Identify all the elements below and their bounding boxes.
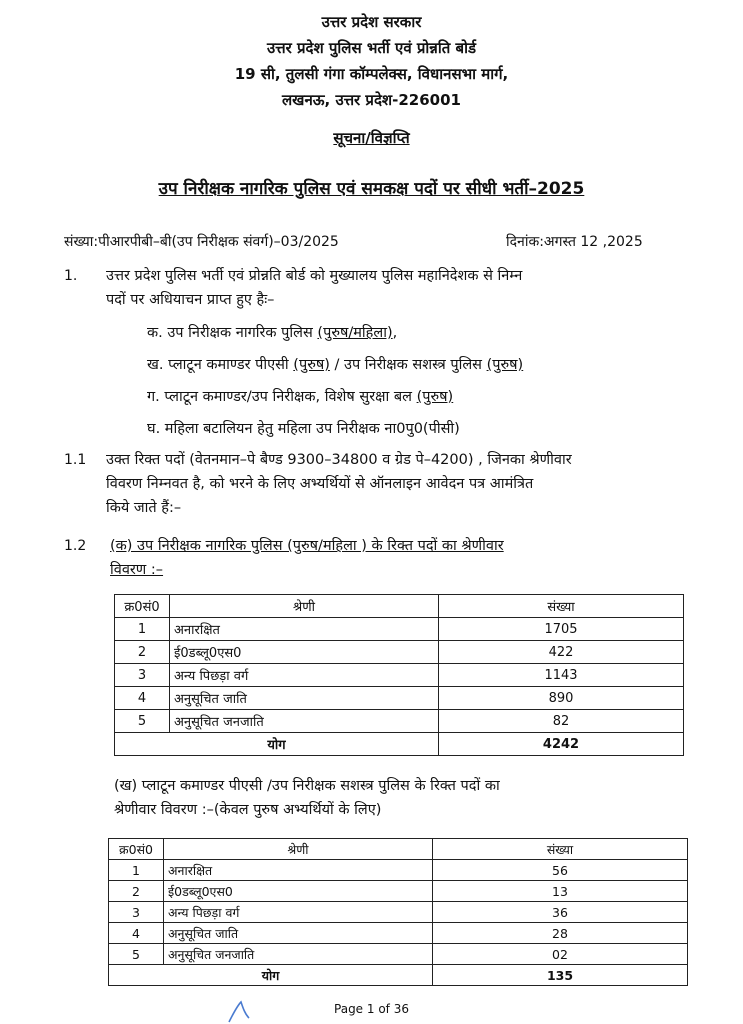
- section-1-1-number: 1.1: [64, 452, 87, 468]
- col-header-count: संख्या: [433, 839, 688, 860]
- table-total-row: [109, 965, 688, 986]
- header-line-1: उत्तर प्रदेश सरकार: [321, 13, 422, 31]
- requisition-item-gha: [147, 418, 460, 438]
- header-line-4: लखनऊ, उत्तर प्रदेश-226001: [282, 91, 461, 109]
- section-1-1-line-2: विवरण निम्नवत है, को भरने के लिए अभ्यर्थियों से ऑनलाइन आवेदन पत्र आमंत्रित: [106, 476, 534, 492]
- cell-category: अनुसूचित जनजाति: [164, 944, 433, 965]
- col-header-count: संख्या: [439, 595, 684, 618]
- col-header-category: श्रेणी: [164, 839, 433, 860]
- requisition-item-kha: [147, 354, 523, 374]
- table-row: [115, 687, 684, 710]
- item-prefix: ग.: [147, 389, 160, 405]
- cell-serial: 4: [115, 687, 170, 710]
- table-a: [114, 594, 684, 756]
- item-prefix: ख.: [147, 357, 164, 373]
- page-number: Page 1 of 36: [334, 1002, 409, 1016]
- item-mid-text: / उप निरीक्षक सशस्त्र पुलिस: [334, 357, 482, 373]
- item-text: प्लाटून कमाण्डर/उप निरीक्षक, विशेष सुरक्षा बल: [164, 389, 412, 405]
- cell-count: 422: [439, 641, 684, 664]
- section-1-text: [106, 264, 686, 312]
- section-1-1-line-3: किये जाते हैं:–: [106, 500, 182, 516]
- cell-serial: 2: [115, 641, 170, 664]
- table-a-heading-line-1: (क) उप निरीक्षक नागरिक पुलिस (पुरुष/महिला ) के रिक्त पदों का श्रेणीवार: [110, 538, 504, 554]
- requisition-item-ga: [147, 386, 453, 406]
- cell-category: ई0डब्लू0एस0: [170, 641, 439, 664]
- item-text: प्लाटून कमाण्डर पीएसी: [168, 357, 289, 373]
- cell-serial: 1: [109, 860, 164, 881]
- item-gender-tag: (पुरुष): [416, 389, 454, 405]
- header-line-2: उत्तर प्रदेश पुलिस भर्ती एवं प्रोन्नति बोर्ड: [267, 39, 476, 57]
- cell-serial: 1: [115, 618, 170, 641]
- table-header-row: [115, 595, 684, 618]
- cell-category: अन्य पिछड़ा वर्ग: [170, 664, 439, 687]
- header-line-3: 19 सी, तुलसी गंगा कॉम्पलेक्स, विधानसभा मार्ग,: [234, 65, 509, 83]
- reference-date: दिनांक:अगस्त 12 ,2025: [506, 234, 643, 250]
- cell-count: 1143: [439, 664, 684, 687]
- col-header-serial: क्र0सं0: [115, 595, 170, 618]
- table-b: [108, 838, 688, 986]
- total-count: 4242: [439, 733, 684, 756]
- cell-category: अनुसूचित जनजाति: [170, 710, 439, 733]
- table-b-heading-line-2: श्रेणीवार विवरण :–(केवल पुरुष अभ्यर्थियों के लिए): [114, 802, 382, 818]
- table-row: [115, 710, 684, 733]
- cell-serial: 5: [109, 944, 164, 965]
- table-row: [109, 902, 688, 923]
- cell-serial: 4: [109, 923, 164, 944]
- table-row: [109, 944, 688, 965]
- table-a-heading: [110, 534, 700, 582]
- item-gender-tag: (पुरुष/महिला): [317, 325, 393, 341]
- table-row: [115, 664, 684, 687]
- cell-category: अनारक्षित: [170, 618, 439, 641]
- cell-category: अनारक्षित: [164, 860, 433, 881]
- section-1-2-number: 1.2: [64, 538, 87, 554]
- col-header-serial: क्र0सं0: [109, 839, 164, 860]
- table-b-heading-line-1: (ख) प्लाटून कमाण्डर पीएसी /उप निरीक्षक सशस्त्र पुलिस के रिक्त पदों का: [114, 778, 500, 794]
- table-row: [109, 881, 688, 902]
- item-suffix: ,: [392, 325, 398, 341]
- cell-count: 82: [439, 710, 684, 733]
- cell-serial: 3: [115, 664, 170, 687]
- section-1-line-2: पदों पर अधियाचन प्राप्त हुए हैः–: [106, 292, 275, 308]
- cell-category: अन्य पिछड़ा वर्ग: [164, 902, 433, 923]
- requisition-item-ka: [147, 322, 397, 342]
- table-b-heading: [114, 774, 694, 822]
- table-total-row: [115, 733, 684, 756]
- table-row: [109, 923, 688, 944]
- table-a-heading-line-2: विवरण :–: [110, 562, 164, 578]
- cell-count: 02: [433, 944, 688, 965]
- table-row: [115, 641, 684, 664]
- total-count: 135: [433, 965, 688, 986]
- item-gender-tag: (पुरुष): [293, 357, 330, 373]
- document-title: उप निरीक्षक नागरिक पुलिस एवं समकक्ष पदों पर सीधी भर्ती–2025: [158, 179, 585, 199]
- cell-count: 13: [433, 881, 688, 902]
- cell-category: अनुसूचित जाति: [170, 687, 439, 710]
- table-header-row: [109, 839, 688, 860]
- total-label: योग: [115, 733, 439, 756]
- item-text: उप निरीक्षक नागरिक पुलिस: [167, 325, 313, 341]
- cell-category: ई0डब्लू0एस0: [164, 881, 433, 902]
- total-label: योग: [109, 965, 433, 986]
- table-row: [109, 860, 688, 881]
- cell-count: 28: [433, 923, 688, 944]
- item-text: महिला बटालियन हेतु महिला उप निरीक्षक ना0पु0(पीसी): [164, 421, 460, 437]
- section-1-1-line-1: उक्त रिक्त पदों (वेतनमान–पे बैण्ड 9300–34800 व ग्रेड पे–4200) , जिनका श्रेणीवार: [106, 452, 572, 468]
- cell-serial: 5: [115, 710, 170, 733]
- section-1-1-text: [106, 448, 696, 520]
- section-1-line-1: उत्तर प्रदेश पुलिस भर्ती एवं प्रोन्नति बोर्ड को मुख्यालय पुलिस महानिदेशक से निम्न: [106, 268, 523, 284]
- cell-serial: 2: [109, 881, 164, 902]
- item-prefix: क.: [147, 325, 163, 341]
- item-prefix: घ.: [147, 421, 161, 437]
- item-gender-tag-2: (पुरुष): [486, 357, 524, 373]
- col-header-category: श्रेणी: [170, 595, 439, 618]
- cell-serial: 3: [109, 902, 164, 923]
- cell-count: 56: [433, 860, 688, 881]
- cell-count: 1705: [439, 618, 684, 641]
- cell-count: 36: [433, 902, 688, 923]
- cell-category: अनुसूचित जाति: [164, 923, 433, 944]
- table-row: [115, 618, 684, 641]
- cell-count: 890: [439, 687, 684, 710]
- reference-number: संख्या:पीआरपीबी–बी(उप निरीक्षक संवर्ग)–03/2025: [64, 234, 339, 250]
- notice-label: सूचना/विज्ञप्ति: [333, 129, 410, 147]
- section-1-number: 1.: [64, 268, 78, 284]
